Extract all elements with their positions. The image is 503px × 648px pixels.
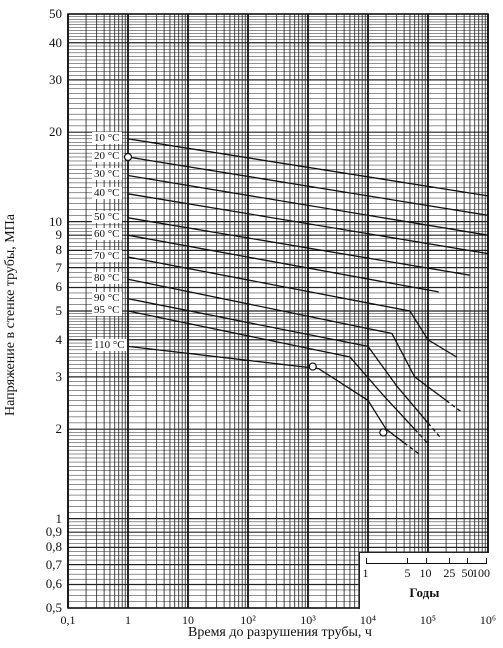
y-tick-label: 7	[55, 259, 62, 275]
series-label: 80 °C	[94, 272, 120, 285]
series-label: 110 °C	[94, 339, 125, 352]
y-tick-label: 20	[49, 124, 62, 140]
x-tick-label: 10⁶	[479, 613, 497, 627]
circle-marker	[380, 429, 387, 436]
years-tick-mark	[366, 558, 367, 564]
years-axis-title: Годы	[409, 585, 440, 600]
series-label: 10 °C	[94, 131, 120, 144]
circle-marker	[309, 363, 316, 370]
circle-marker	[125, 154, 132, 161]
x-tick-label: 10⁵	[419, 613, 437, 627]
y-tick-label: 40	[49, 34, 62, 50]
y-tick-label: 0,6	[45, 576, 62, 592]
series-label: 20 °C	[94, 150, 120, 162]
y-tick-label: 3	[55, 368, 62, 384]
x-tick-label: 10³	[300, 613, 316, 627]
years-tick-label: 50	[461, 566, 474, 580]
series-label: 60 °C	[94, 228, 120, 241]
y-tick-label: 0,8	[45, 539, 62, 555]
x-tick-label: 10⁴	[359, 613, 377, 627]
years-tick-mark	[407, 558, 408, 564]
years-tick-mark	[449, 558, 450, 564]
y-tick-label: 10	[49, 213, 62, 229]
x-tick-label: 10²	[240, 613, 256, 627]
years-tick-label: 1	[362, 566, 369, 580]
x-tick-label: 1	[125, 613, 131, 627]
y-tick-label: 0,9	[45, 524, 62, 540]
y-tick-label: 30	[49, 71, 62, 87]
years-axis-box	[359, 552, 489, 609]
y-tick-label: 0,5	[45, 600, 62, 615]
years-tick-label: 25	[443, 566, 456, 580]
y-tick-label: 1	[55, 510, 62, 526]
y-tick-label: 8	[55, 242, 62, 258]
series-label: 40 °C	[94, 186, 120, 199]
y-tick-label: 4	[55, 331, 62, 347]
y-tick-label: 0,7	[45, 556, 62, 572]
years-tick-mark	[467, 558, 468, 564]
y-tick-label: 2	[55, 421, 62, 437]
years-tick-label: 5	[404, 566, 411, 580]
series-label: 90 °C	[94, 291, 120, 304]
years-tick-mark	[486, 558, 487, 564]
series-dashed-extension	[404, 443, 418, 454]
y-tick-label: 9	[55, 227, 62, 243]
x-tick-label: 0,1	[60, 613, 76, 627]
series-label: 70 °C	[94, 249, 120, 262]
x-axis-title: Время до разрушения трубы, ч	[188, 625, 372, 640]
y-tick-label: 6	[55, 279, 62, 295]
series-label: 30 °C	[94, 168, 120, 181]
years-tick-label: 100	[471, 566, 490, 580]
years-tick-label: 10	[419, 566, 432, 580]
y-tick-label: 5	[55, 303, 62, 318]
y-tick-label: 50	[49, 6, 62, 21]
x-tick-label: 10	[182, 613, 194, 627]
series-line	[128, 257, 457, 357]
y-axis-title-text: Напряжение в стенке трубы, МПа	[3, 213, 18, 417]
series-label: 50 °C	[94, 210, 120, 223]
series-label: 95 °C	[94, 304, 120, 316]
years-tick-mark	[426, 558, 427, 564]
